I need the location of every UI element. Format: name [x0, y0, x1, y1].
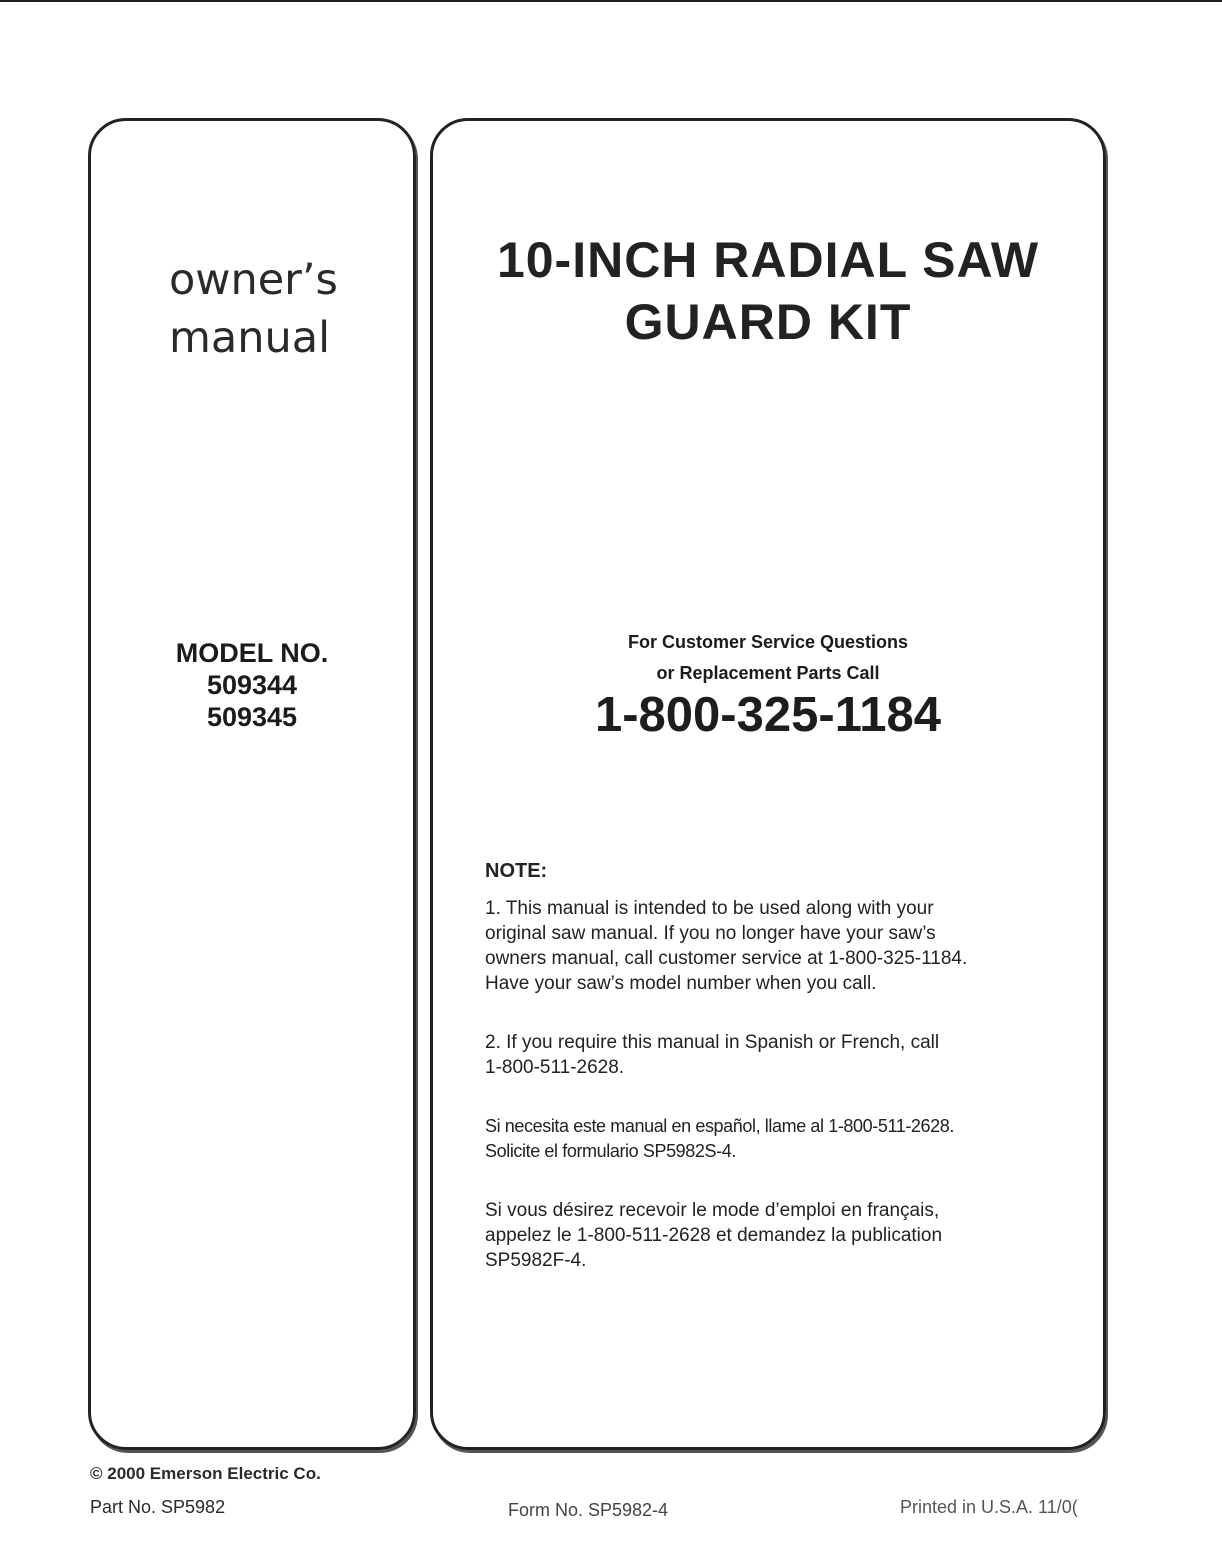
part-number: Part No. SP5982 [90, 1497, 226, 1517]
owners-manual-title-line1: owner’s [169, 255, 338, 305]
printed-info: Printed in U.S.A. 11/0( [900, 1497, 1078, 1517]
note-item-2: 2. If you require this manual in Spanish or French, call 1-800-511-2628. [485, 1032, 940, 1078]
top-border-line [0, 0, 1222, 2]
note-french: Si vous désirez recevoir le mode d’emploi en français, appelez le 1-800-511-2628 et demandez la publication SP5982F-4. [485, 1200, 943, 1271]
service-phone-number: 1-800-325-1184 [594, 688, 941, 742]
model-number: 509344 [206, 670, 298, 700]
model-number-block [91, 637, 413, 733]
product-title [433, 229, 1103, 353]
left-panel [88, 118, 416, 1450]
form-number: Form No. SP5982-4 [508, 1500, 669, 1520]
product-title-line2: GUARD KIT [624, 294, 912, 350]
note-spanish: Si necesita este manual en español, llame al 1-800-511-2628. Solicite el formulario SP5982S-4. [485, 1116, 954, 1161]
owners-manual-title-line2: manual [169, 313, 331, 363]
model-label: MODEL NO. [175, 638, 329, 668]
product-title-line1: 10-INCH RADIAL SAW [496, 232, 1040, 288]
note-item-1: 1. This manual is intended to be used along with your original saw manual. If you no longer have your saw’s owners manual, call customer service at 1-800-325-1184. Have your saw’s model number when you call. [485, 898, 968, 994]
customer-service-text [433, 627, 1103, 689]
note-section [485, 859, 1085, 1307]
copyright-text: © 2000 Emerson Electric Co. [90, 1464, 321, 1483]
right-panel [430, 118, 1106, 1450]
service-line2: or Replacement Parts Call [656, 663, 880, 683]
model-number: 509345 [206, 702, 298, 732]
service-line1: For Customer Service Questions [627, 632, 909, 652]
note-heading: NOTE: [485, 860, 548, 882]
owners-manual-title [91, 251, 413, 367]
